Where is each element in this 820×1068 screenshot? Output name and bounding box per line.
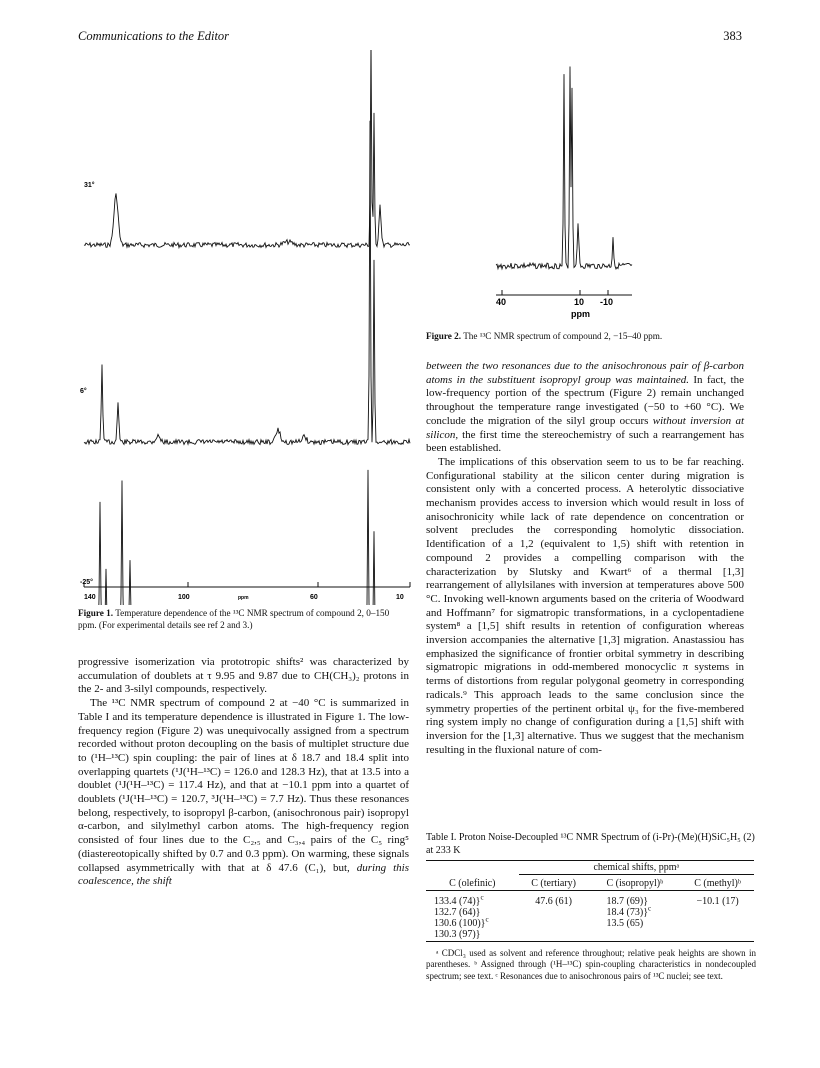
temperature-label-6: 6°: [80, 388, 87, 395]
axis-unit-ppm: ppm: [238, 595, 249, 601]
table-cell: 133.4 (74)}$^c$: [434, 893, 484, 907]
table1-grid: [426, 860, 754, 942]
table1-col-olefinic: C (olefinic): [426, 875, 519, 891]
table-cell: 132.7 (64)}: [434, 907, 481, 918]
paragraph-conclusion: [426, 360, 744, 456]
page-number: 383: [723, 29, 742, 43]
table-cell: 130.6 (100)}$^c$: [434, 915, 489, 929]
methyl-shift: −10.1 (17): [696, 896, 739, 907]
axis-tick-10: 10: [396, 594, 404, 601]
brace-mark-olefinic-1: c: [480, 893, 484, 902]
axis-tick-10: 10: [574, 297, 585, 307]
paragraph-conclusion-end: the first time the stereochemistry of such a rearrangement has been established.: [426, 428, 744, 455]
paragraph-conclusion-main: In fact, the low-frequency portion of the spectrum (Figure 2) remain unchanged throughout the temperature range investigated (−50 to +60 °C). We conclude the migration of the silyl group occurs: [426, 373, 744, 427]
olefinic-shift-2: 132.7 (64): [434, 907, 476, 918]
figure1-plot: [78, 50, 412, 605]
axis-tick-100: 100: [178, 594, 190, 601]
figure2-caption-label: Figure 2.: [426, 331, 462, 341]
table-cell: 18.7 (69)}: [606, 896, 649, 907]
table1-olefinic-cell: [426, 891, 519, 942]
paragraph-nmr-spectrum: [78, 697, 409, 889]
axis-tick-60: 60: [310, 594, 318, 601]
figure1-caption: [78, 608, 410, 631]
spectrum-trace-minus25: [84, 470, 410, 605]
paragraph-isomerization: progressive isomerization via prototropic shifts² was characterized by accumulation of doublets at τ 9.95 and 9.87 due to CH(CH₃)₂ protons in the 2- and 3-silyl compounds, respectively.: [78, 656, 409, 696]
figure2-spectrum: [478, 52, 644, 322]
paragraph-implications: The implications of this observation seem to us to be far reaching. Configurational stability at the silicon center during migration is consistent only with a concerted process. A heterolytic dissociative mechanism provides access to inversion which would result in loss of anisochronicity while lack of rate dependence on concentration or solvent precludes the corresponding homolytic dissociation. Identification of a 1,2 (equivalent to 1,5) shift with retention in compound 2 provides a compelling comparison with the characterization by Slutsky and Kwart⁶ of a thermal [1,3] rearrangement of allylsilanes with inversion at temperatures above 500 °C. Invoking well-known arguments based on the criteria of Woodward and Hoffmann⁷ for sigmatropic transformations, in a cyclopentadiene system⁸ a [1,5] shift results in retention of configuration whereas inversion accompanies the alternative [1,3] migration. Anastassiou has emphasized the significance of frontier orbital symmetry in describing sigmatropic migrations in odd-membered monocyclic π systems in terms of distortions from regular polygonal geometry in corresponding radicals.⁹ This approach leads to the same conclusion since the symmetry properties of the pertinent orbital ψ₃ for the five-membered ring system imply no change of configuration during a [1,5] shift with inversion for the [1,3] alternative. Thus we suggest that the mechanism resulting in the fluxional nature of com-: [426, 455, 744, 756]
figure2-caption: [426, 331, 744, 343]
figure1-caption-label: Figure 1.: [78, 608, 114, 618]
right-column-text: [426, 360, 744, 757]
olefinic-shift-4: 130.3 (97): [434, 929, 476, 940]
paragraph-conclusion-italic-start: between the two resonances due to the anisochronous pair of β-carbon atoms in the substituent isopropyl group was maintained.: [426, 360, 744, 386]
spectrum-trace-6: [84, 121, 410, 445]
spectrum-trace-31: [84, 50, 410, 247]
paragraph-conclusion-italic-mid: without inversion at silicon,: [426, 414, 744, 441]
figure1-caption-text: Temperature dependence of the ¹³C NMR spectrum of compound 2, 0–150 ppm. (For experimental details see ref 2 and 3.): [78, 608, 390, 630]
table1-col-isopropyl: C (isopropyl)ᵇ: [589, 875, 682, 891]
table1-isopropyl-cell: [589, 891, 682, 942]
paragraph-nmr-spectrum-italic: during this coalescence, the shift: [78, 861, 410, 888]
axis-tick-40: 40: [496, 297, 507, 307]
table1-spanner: chemical shifts, ppmᵃ: [519, 861, 754, 875]
table-cell: 130.3 (97)}: [434, 929, 481, 940]
figure2-caption-text: The ¹³C NMR spectrum of compound 2, −15–40 ppm.: [463, 331, 663, 341]
temperature-label-minus25: -25°: [80, 579, 93, 586]
tertiary-shift: 47.6 (61): [535, 896, 572, 907]
temperature-label-31: 31°: [84, 182, 95, 189]
figure2-plot: [478, 52, 644, 322]
axis-tick-140: 140: [84, 594, 96, 601]
figure1-spectra: [78, 50, 412, 605]
left-column-text: [78, 656, 409, 889]
table1-title: Table I. Proton Noise-Decoupled ¹³C NMR Spectrum of (i-Pr)-(Me)(H)SiC₅H₅ (2) at 233 K: [426, 832, 755, 856]
olefinic-shift-3: 130.6 (100): [434, 918, 481, 929]
journal-section-header: Communications to the Editor: [78, 29, 230, 43]
axis-unit-ppm: ppm: [571, 309, 590, 319]
brace-mark-isopropyl: c: [648, 904, 652, 913]
isopropyl-shift-2: 18.4 (73): [606, 907, 644, 918]
olefinic-shift-1: 133.4 (74): [434, 896, 476, 907]
table1-tertiary-cell: [519, 891, 589, 942]
table1-footnotes: ᵃ CDCl₃ used as solvent and reference throughout; relative peak heights are shown in parentheses. ᵇ Assigned through (¹H–¹³C) spin-coupling characteristics in nondecoupled spectrum; see text. ᶜ Resonances due to anisochronous pairs of ¹³C nuclei; see text.: [426, 948, 756, 981]
isopropyl-shift-3: 13.5 (65): [606, 918, 644, 929]
brace-mark-olefinic-2: c: [485, 915, 489, 924]
table1-col-methyl: C (methyl)ᵇ: [681, 875, 754, 891]
table1: [426, 832, 756, 982]
paragraph-nmr-spectrum-main: The ¹³C NMR spectrum of compound 2 at −40 °C is summarized in Table I and its temperature dependence is illustrated in Figure 1. The low-frequency region (Figure 2) was unequivocally assigned from a spectrum recorded without proton decoupling on the basis of multiplet structure due to (¹H–¹³C) spin coupling: the pair of lines at δ 18.7 and 18.4 split into overlapping quartets (¹J(¹H–¹³C) = 126.0 and 128.3 Hz), that at 13.5 into a doublet (¹J(¹H–¹³C) = 117.4 Hz), and that at −10.1 ppm into a quartet of doublets (¹J(¹H–¹³C) = 120.7, ³J(¹H–¹³C) = 7.7 Hz). Thus these resonances belong, respectively, to isopropyl β-carbon, (anisochronous pair) isopropyl α-carbon, and silylmethyl carbon atoms. The high-frequency region consisted of four lines due to the C₂,₅ and C₃,₄ pairs of the C₅ ring⁵ (diastereotopically shifted by 0.7 and 0.3 ppm). On warming, these signals collapsed asymmetrically with that at δ 47.6 (C₁), but,: [78, 697, 409, 874]
table1-methyl-cell: [681, 891, 754, 942]
spectrum-trace-low-frequency: [496, 67, 632, 269]
table-cell: 18.4 (73)}$^c$: [606, 904, 652, 918]
axis-tick-minus10: -10: [600, 297, 614, 307]
isopropyl-shift-1: 18.7 (69): [606, 896, 644, 907]
table1-col-tertiary: C (tertiary): [519, 875, 589, 891]
